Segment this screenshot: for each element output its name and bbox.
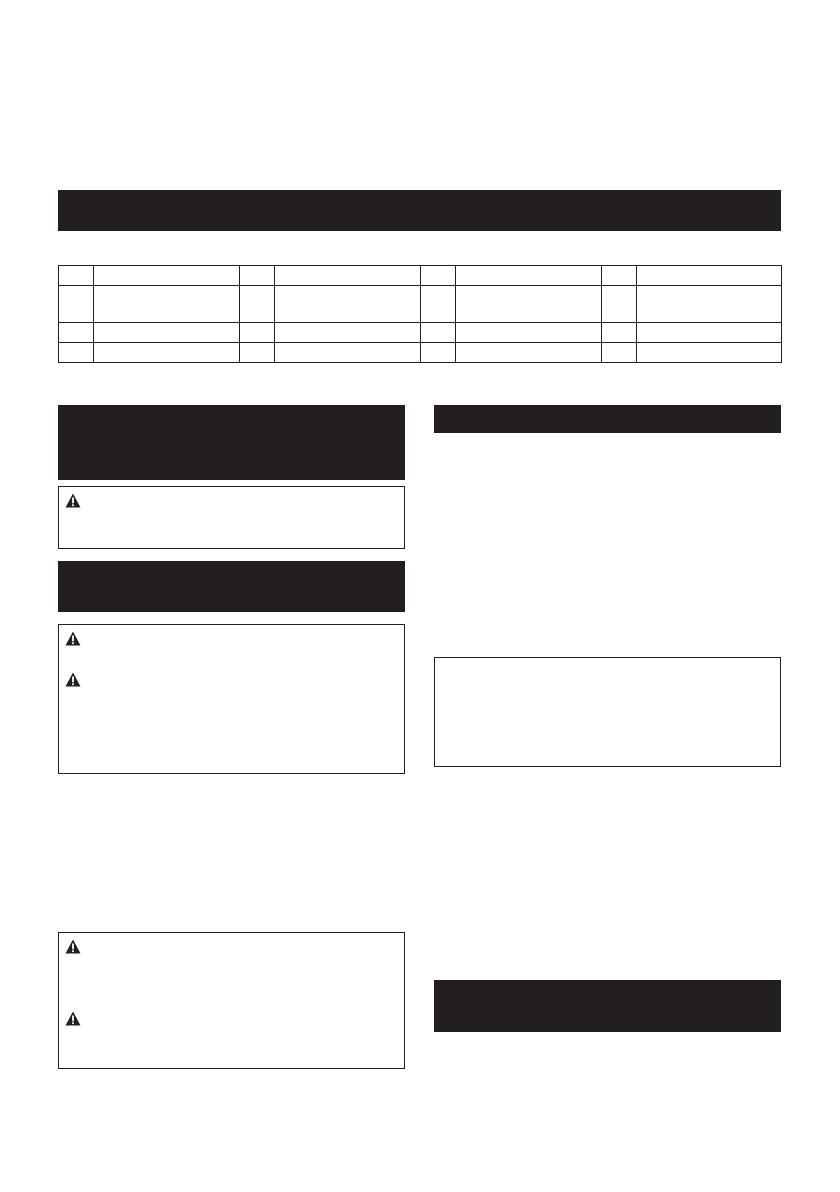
table-row bbox=[59, 286, 782, 323]
right-section-header-1 bbox=[434, 405, 781, 433]
table-cell bbox=[602, 266, 637, 286]
table-cell bbox=[456, 286, 602, 323]
section-header-bar bbox=[58, 190, 781, 231]
table-cell bbox=[637, 343, 782, 363]
warning-triangle-icon bbox=[65, 493, 81, 508]
warning-triangle-icon bbox=[65, 1011, 81, 1026]
table-cell bbox=[59, 286, 94, 323]
table-cell bbox=[456, 343, 602, 363]
table-cell bbox=[456, 266, 602, 286]
parts-legend-table bbox=[58, 265, 782, 363]
table-cell bbox=[94, 286, 240, 323]
table-row bbox=[59, 266, 782, 286]
table-cell bbox=[275, 266, 421, 286]
table-cell bbox=[637, 323, 782, 343]
table-cell bbox=[240, 286, 275, 323]
table-cell bbox=[59, 266, 94, 286]
warning-triangle-icon bbox=[65, 672, 81, 687]
table-cell bbox=[456, 323, 602, 343]
table-row bbox=[59, 323, 782, 343]
table-cell bbox=[275, 343, 421, 363]
table-cell bbox=[94, 323, 240, 343]
table-row bbox=[59, 343, 782, 363]
table-cell bbox=[421, 343, 456, 363]
table-cell bbox=[421, 323, 456, 343]
note-box bbox=[434, 657, 781, 767]
table-cell bbox=[240, 323, 275, 343]
table-cell bbox=[637, 286, 782, 323]
warning-triangle-icon bbox=[65, 631, 81, 646]
left-section-header-1 bbox=[58, 405, 405, 480]
warning-triangle-icon bbox=[65, 939, 81, 954]
left-section-header-2 bbox=[58, 561, 405, 612]
table-cell bbox=[421, 286, 456, 323]
table-cell bbox=[602, 323, 637, 343]
table-cell bbox=[94, 343, 240, 363]
table-cell bbox=[59, 323, 94, 343]
table-cell bbox=[275, 286, 421, 323]
table-cell bbox=[240, 266, 275, 286]
warning-box-2 bbox=[58, 624, 405, 774]
table-cell bbox=[602, 343, 637, 363]
table-cell bbox=[637, 266, 782, 286]
table-cell bbox=[240, 343, 275, 363]
right-section-header-2 bbox=[434, 980, 781, 1032]
table-cell bbox=[421, 266, 456, 286]
warning-box-3 bbox=[58, 932, 405, 1069]
warning-box-1 bbox=[58, 486, 405, 549]
table-cell bbox=[94, 266, 240, 286]
table-cell bbox=[59, 343, 94, 363]
table-cell bbox=[275, 323, 421, 343]
table-cell bbox=[602, 286, 637, 323]
